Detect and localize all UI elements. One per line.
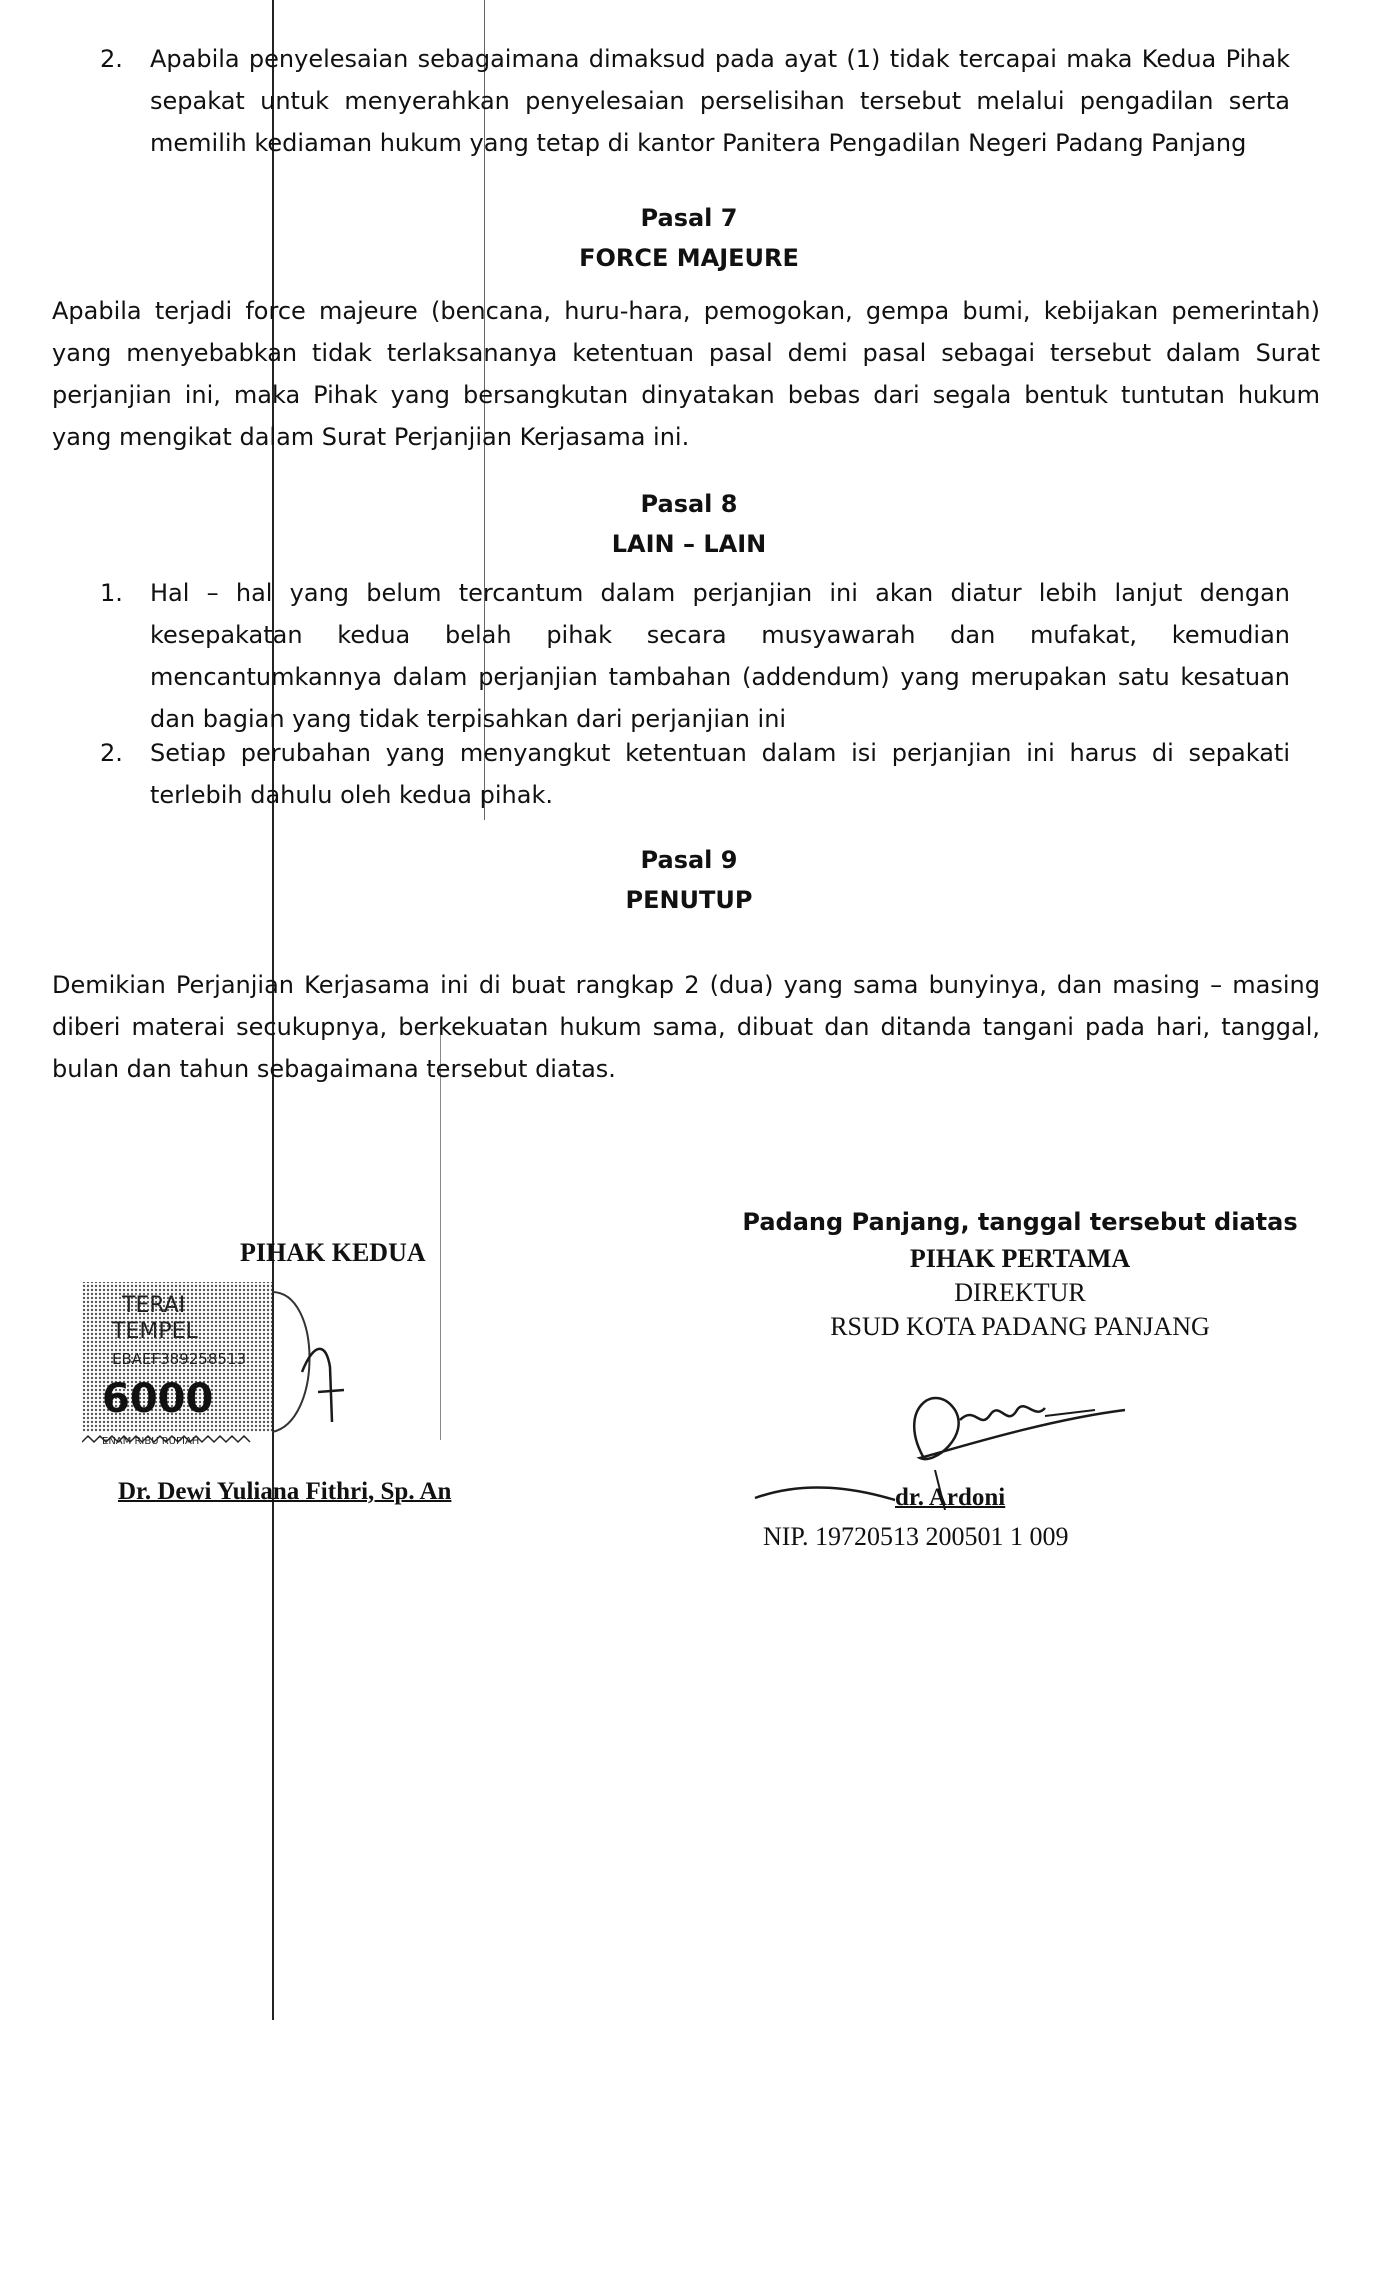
stamp-text: EBAEF389258513 [112, 1350, 247, 1368]
pasal7-title: FORCE MAJEURE [579, 244, 799, 272]
pihak-pertama-institution: RSUD KOTA PADANG PANJANG [830, 1312, 1210, 1341]
pasal9-text: Demikian Perjanjian Kerjasama ini di buat rangkap 2 (dua) yang sama bunyinya, dan masing – masing diberi materai secukupnya, berkekuatan hukum sama, dibuat dan ditanda tangani pada hari, tanggal, bulan dan tahun sebagaimana tersebut diatas. [52, 971, 1320, 1083]
item-text: Setiap perubahan yang menyangkut ketentuan dalam isi perjanjian ini harus di sepakati terlebih dahulu oleh kedua pihak. [150, 739, 1290, 809]
stamp-text: TEMPEL [112, 1319, 198, 1344]
pihak-kedua-name: Dr. Dewi Yuliana Fithri, Sp. An [118, 1478, 452, 1505]
place-date: Padang Panjang, tanggal tersebut diatas [742, 1208, 1298, 1236]
pasal7-heading: Pasal 7 [640, 204, 738, 232]
stamp-text: 6000 [102, 1376, 214, 1422]
meterai-stamp [82, 1272, 352, 1452]
pihak-pertama-position: DIREKTUR [954, 1278, 1086, 1307]
pasal9-heading: Pasal 9 [640, 846, 738, 874]
item-text: Hal – hal yang belum tercantum dalam perjanjian ini akan diatur lebih lanjut dengan kesepakatan kedua belah pihak secara musyawarah dan mufakat, kemudian mencantumkannya dalam perjanjian tambahan (addendum) yang merupakan satu kesatuan dan bagian yang tidak terpisahkan dari perjanjian ini [150, 579, 1290, 733]
pihak-kedua-label: PIHAK KEDUA [240, 1238, 426, 1267]
pasal9-title: PENUTUP [625, 886, 753, 914]
stamp-text: ENAM RIBU RUPIAH [102, 1436, 200, 1447]
pihak-pertama-name: dr. Ardoni [895, 1484, 1006, 1511]
item-text: Apabila penyelesaian sebagaimana dimaksud pada ayat (1) tidak tercapai maka Kedua Pihak sepakat untuk menyerahkan penyelesaian perselisihan tersebut melalui pengadilan serta memilih kediaman hukum yang tetap di kantor Panitera Pengadilan Negeri Padang Panjang [150, 45, 1290, 157]
item-number: 2. [100, 739, 123, 767]
pasal8-title: LAIN – LAIN [611, 530, 767, 558]
item-number: 1. [100, 579, 123, 607]
pasal8-item-1 [100, 572, 1290, 740]
pasal6-item-2 [100, 38, 1290, 164]
stamp-text: TERAI [122, 1293, 186, 1318]
item-number: 2. [100, 45, 123, 73]
pasal7-text: Apabila terjadi force majeure (bencana, huru-hara, pemogokan, gempa bumi, kebijakan pemerintah) yang menyebabkan tidak terlaksananya ketentuan pasal demi pasal sebagai tersebut dalam Surat perjanjian ini, maka Pihak yang bersangkutan dinyatakan bebas dari segala bentuk tuntutan hukum yang mengikat dalam Surat Perjanjian Kerjasama ini. [52, 297, 1320, 451]
pasal8-item-2 [100, 732, 1290, 816]
pasal8-heading: Pasal 8 [640, 490, 738, 518]
pihak-pertama-label: PIHAK PERTAMA [909, 1244, 1131, 1273]
pihak-pertama-nip: NIP. 19720513 200501 1 009 [763, 1522, 1069, 1551]
